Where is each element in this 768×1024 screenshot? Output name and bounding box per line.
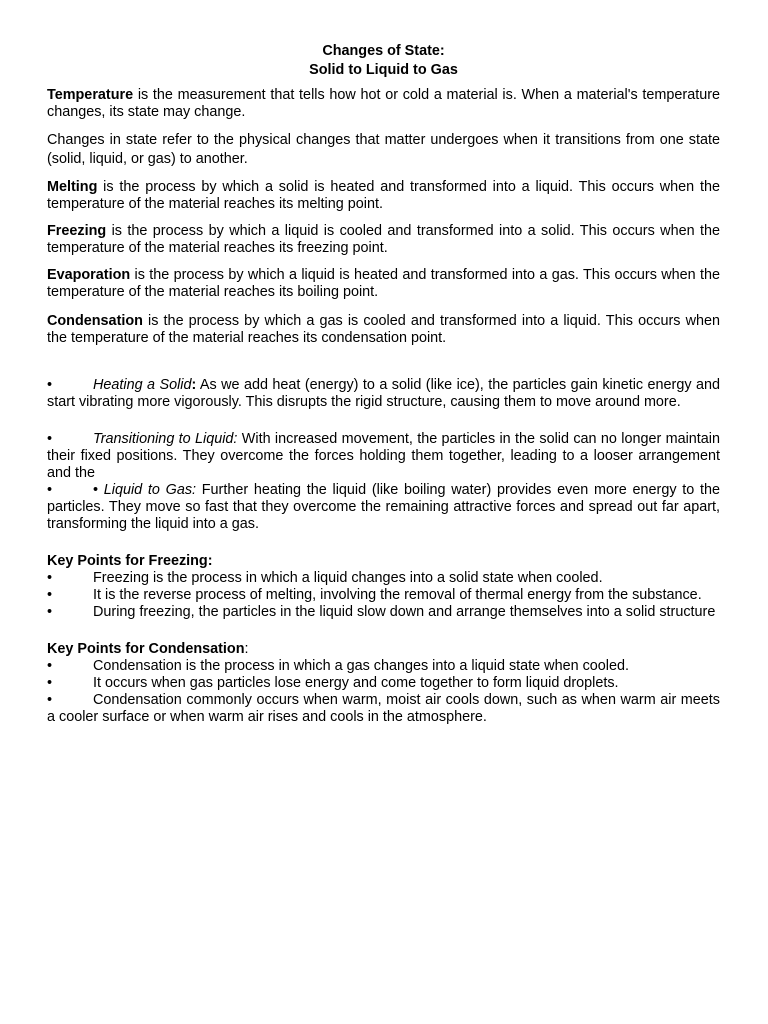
spacer bbox=[47, 621, 720, 641]
bullet-symbol: • bbox=[47, 431, 53, 447]
bullet-symbol: • bbox=[47, 377, 53, 393]
spacer bbox=[47, 347, 720, 377]
bullet-symbol: • bbox=[47, 570, 53, 586]
bullet-transitioning-liquid bbox=[47, 431, 720, 482]
bullet-heating-solid bbox=[47, 377, 720, 411]
heading-key-points-condensation-text: Key Points for Condensation bbox=[47, 641, 245, 657]
paragraph-freezing bbox=[47, 223, 720, 257]
heading-key-points-freezing: Key Points for Freezing: bbox=[47, 553, 213, 569]
term-condensation: Condensation bbox=[47, 313, 143, 329]
definition-evaporation: is the process by which a liquid is heated and transformed into a gas. This occurs when the temperature of the material reaches its boiling point. bbox=[47, 267, 720, 300]
freezing-point-item bbox=[47, 587, 720, 604]
freezing-point-item bbox=[47, 604, 720, 621]
bullet-symbol: • bbox=[47, 482, 53, 498]
term-freezing: Freezing bbox=[47, 223, 107, 239]
paragraph-melting bbox=[47, 179, 720, 213]
condensation-point-item bbox=[47, 675, 720, 692]
document-title bbox=[47, 42, 720, 80]
definition-freezing: is the process by which a liquid is cooled and transformed into a solid. This occurs when the temperature of the material reaches its freezing point. bbox=[47, 223, 720, 256]
paragraph-condensation bbox=[47, 313, 720, 347]
term-melting: Melting bbox=[47, 179, 98, 195]
term-heating-colon: : bbox=[191, 377, 197, 393]
term-temperature: Temperature bbox=[47, 87, 134, 103]
bullet-symbol: • bbox=[47, 604, 53, 620]
term-liquid-to-gas: Liquid to Gas: bbox=[103, 482, 197, 498]
definition-temperature: is the measurement that tells how hot or cold a material is. When a material's temperature changes, its state may change. bbox=[47, 87, 720, 120]
term-transitioning-liquid: Transitioning to Liquid: bbox=[93, 431, 238, 447]
term-evaporation: Evaporation bbox=[47, 267, 131, 283]
paragraph-changes-in-state bbox=[47, 131, 720, 169]
freezing-point-text: It is the reverse process of melting, involving the removal of thermal energy from the substance. bbox=[93, 587, 702, 603]
bullet-symbol: • bbox=[47, 675, 53, 691]
paragraph-evaporation bbox=[47, 267, 720, 301]
text-transitioning-liquid: With increased movement, the particles in the solid can no longer maintain their fixed positions. They overcome the forces holding them together, leading to a looser arrangement and the bbox=[47, 431, 720, 481]
inner-bullet-prefix: • bbox=[93, 482, 104, 498]
title-line-2: Solid to Liquid to Gas bbox=[309, 62, 458, 78]
condensation-point-text: It occurs when gas particles lose energy and come together to form liquid droplets. bbox=[93, 675, 619, 691]
bullet-liquid-to-gas bbox=[47, 482, 720, 533]
text-heating-solid: As we add heat (energy) to a solid (like ice), the particles gain kinetic energy and start vibrating more vigorously. This disrupts the rigid structure, causing them to move around more. bbox=[47, 377, 720, 410]
condensation-point-item bbox=[47, 658, 720, 675]
bullet-symbol: • bbox=[47, 692, 53, 708]
document-page bbox=[47, 42, 720, 726]
spacer bbox=[47, 533, 720, 553]
condensation-point-text: Condensation commonly occurs when warm, moist air cools down, such as when warm air meets a cooler surface or when warm air rises and cools in the atmosphere. bbox=[47, 692, 720, 725]
term-heating-solid: Heating a Solid bbox=[93, 377, 192, 393]
definition-changes-in-state: Changes in state refer to the physical changes that matter undergoes when it transitions from one state (solid, liquid, or gas) to another. bbox=[47, 132, 720, 167]
condensation-point-text: Condensation is the process in which a gas changes into a liquid state when cooled. bbox=[93, 658, 629, 674]
definition-melting: is the process by which a solid is heated and transformed into a liquid. This occurs when the temperature of the material reaches its melting point. bbox=[47, 179, 720, 212]
definition-condensation: is the process by which a gas is cooled and transformed into a liquid. This occurs when the temperature of the material reaches its condensation point. bbox=[47, 313, 720, 346]
spacer bbox=[47, 411, 720, 431]
bullet-symbol: • bbox=[47, 587, 53, 603]
freezing-point-text: Freezing is the process in which a liquid changes into a solid state when cooled. bbox=[93, 570, 603, 586]
freezing-point-text: During freezing, the particles in the liquid slow down and arrange themselves into a solid structure bbox=[93, 604, 716, 620]
bullet-symbol: • bbox=[47, 658, 53, 674]
paragraph-temperature bbox=[47, 87, 720, 121]
freezing-point-item bbox=[47, 570, 720, 587]
heading-colon: : bbox=[244, 641, 249, 657]
title-line-1: Changes of State: bbox=[322, 43, 445, 59]
heading-key-points-condensation bbox=[47, 641, 720, 658]
text-liquid-to-gas: Further heating the liquid (like boiling water) provides even more energy to the particles. They move so fast that they overcome the remaining attractive forces and spread out far apart, transforming the liquid into a gas. bbox=[47, 482, 720, 532]
condensation-point-item bbox=[47, 692, 720, 726]
